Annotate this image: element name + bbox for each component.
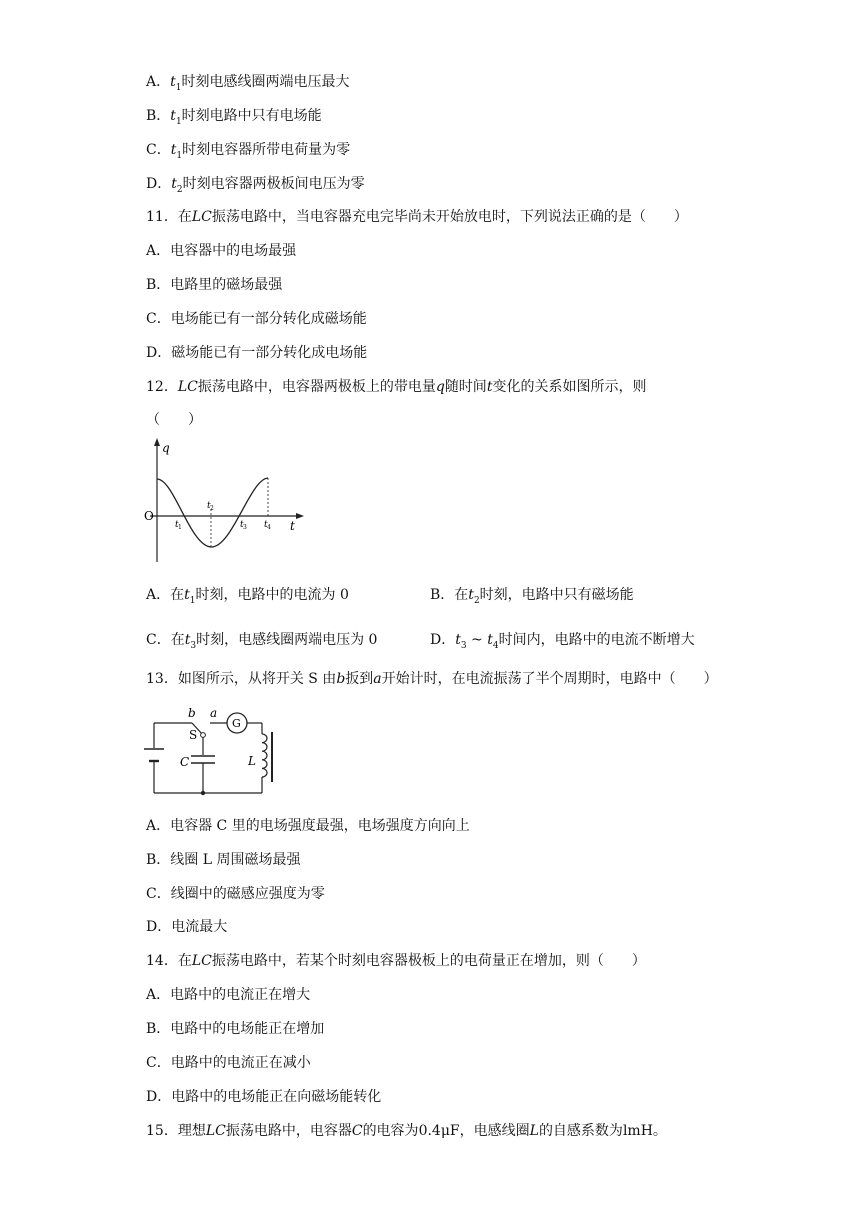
- t1-sub: 1: [178, 524, 182, 531]
- y-axis-label: q: [162, 441, 170, 455]
- contact-a-label: a: [210, 706, 218, 720]
- x-axis-label: t: [290, 519, 295, 533]
- t2-sub: 2: [210, 505, 214, 512]
- t3-sub: 3: [243, 524, 247, 531]
- q12-stem: 12．LC振荡电路中，电容器两极板上的带电量q随时间t变化的关系如图所示，则: [146, 379, 647, 395]
- q10-option-c: C．$t_1$时刻电容器所带电荷量为零: [146, 142, 351, 161]
- inductor-label: L: [248, 754, 256, 768]
- q13-option-b: B．线圈 L 周围磁场最强: [146, 852, 301, 868]
- t1-label: t: [175, 520, 179, 530]
- lc-circuit-diagram: [140, 706, 280, 802]
- inductor-coil: [262, 734, 267, 777]
- q11-option-d: D．磁场能已有一部分转化成电场能: [146, 345, 368, 361]
- q15-stem: 15．理想LC振荡电路中，电容器C的电容为0.4μF，电感线圈L的自感系数为lmH。: [146, 1123, 667, 1139]
- junction-dot: [201, 791, 205, 795]
- q14-option-b: B．电路中的电场能正在增加: [146, 1021, 325, 1037]
- t3-label: t: [240, 520, 244, 530]
- q10-option-d: D．$t_2$时刻电容器两极板间电压为零: [146, 176, 365, 195]
- t4-sub: 4: [267, 524, 271, 531]
- q-curve: [157, 478, 268, 547]
- q12-answer-paren: （ ）: [146, 412, 202, 428]
- q13-stem: 13．如图所示，从将开关 S 由b扳到a开始计时，在电流振荡了半个周期时，电路中（ ）: [146, 671, 718, 687]
- galvanometer-label: G: [232, 717, 241, 730]
- q14-option-d: D．电路中的电场能正在向磁场能转化: [146, 1089, 382, 1105]
- x-axis-arrow: [296, 513, 304, 519]
- q13-option-c: C．线圈中的磁感应强度为零: [146, 886, 325, 902]
- q12-option-a: A．在$t_1$时刻，电路中的电流为 0: [146, 587, 349, 606]
- q10-option-a: A．$t_1$时刻电感线圈两端电压最大: [146, 74, 350, 93]
- q10-option-b: B．$t_1$时刻电路中只有电场能: [146, 108, 322, 127]
- y-axis-arrow: [154, 438, 160, 446]
- contact-b-label: b: [188, 706, 196, 720]
- q14-option-c: C．电路中的电流正在减小: [146, 1055, 311, 1071]
- q11-option-a: A．电容器中的电场最强: [146, 243, 297, 259]
- switch-pivot: [201, 733, 206, 738]
- switch-label: S: [189, 728, 198, 742]
- t4-label: t: [264, 520, 268, 530]
- q14-option-a: A．电路中的电流正在增大: [146, 987, 311, 1003]
- q11-option-c: C．电场能已有一部分转化成磁场能: [146, 311, 367, 327]
- q14-stem: 14．在LC振荡电路中，若某个时刻电容器极板上的电荷量正在增加，则（ ）: [146, 953, 646, 969]
- q11-stem: 11．在LC振荡电路中，当电容器充电完毕尚未开始放电时，下列说法正确的是（ ）: [146, 209, 688, 225]
- q12-option-b: B．在$t_2$时刻，电路中只有磁场能: [430, 587, 634, 606]
- q13-option-d: D．电流最大: [146, 919, 228, 935]
- t2-label: t: [207, 501, 211, 511]
- origin-label: O: [144, 509, 154, 523]
- q11-option-b: B．电路里的磁场最强: [146, 277, 283, 293]
- capacitor-label: C: [180, 755, 190, 769]
- q-t-graph: [140, 436, 310, 568]
- q12-option-d: D．$t_3$ ~ $t_4$时间内，电路中的电流不断增大: [430, 632, 695, 651]
- q13-option-a: A．电容器 C 里的电场强度最强，电场强度方向向上: [146, 818, 470, 834]
- q12-option-c: C．在$t_3$时刻，电感线圈两端电压为 0: [146, 632, 378, 651]
